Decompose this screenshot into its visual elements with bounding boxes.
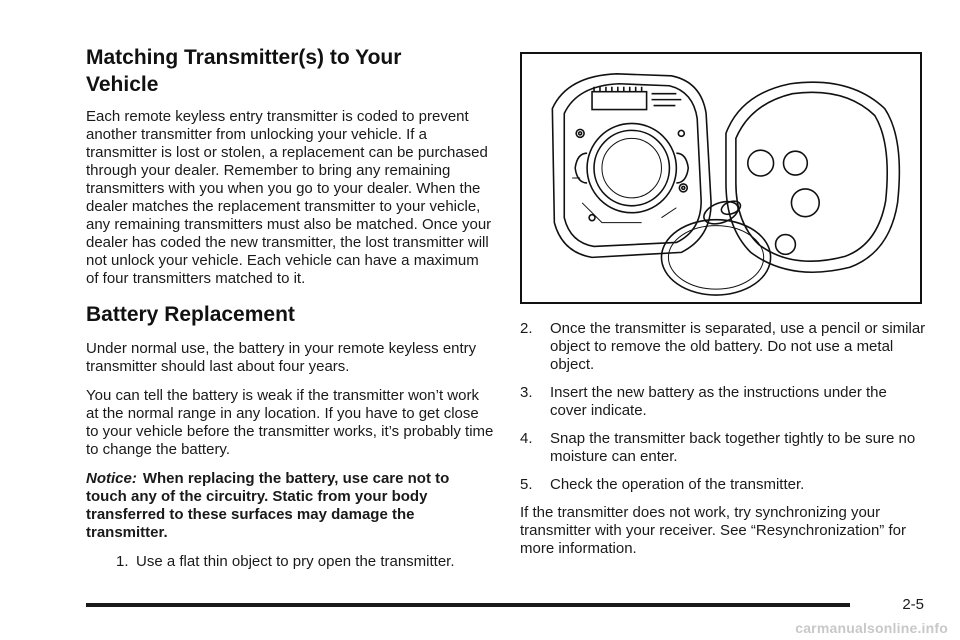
watermark: carmanualsonline.info bbox=[795, 620, 948, 636]
steps-list-right bbox=[520, 320, 926, 494]
steps-list-left bbox=[86, 553, 494, 571]
battery-paragraph-2: You can tell the battery is weak if the transmitter won’t work at the normal range in any location. If you have to get close to your vehicle before the transmitter works, it’s probably time to change the battery. bbox=[86, 387, 494, 458]
step-text: Once the transmitter is separated, use a pencil or similar object to remove the old battery. Do not use a metal object. bbox=[550, 320, 926, 373]
chip bbox=[592, 92, 647, 110]
notice-text: When replacing the battery, use care not to touch any of the circuitry. Static from your body transferred to these surfaces may damage the transmitter. bbox=[86, 470, 450, 541]
step-text: Insert the new battery as the instructions under the cover indicate. bbox=[550, 384, 887, 419]
step-text: Check the operation of the transmitter. bbox=[550, 476, 805, 493]
closing-paragraph: If the transmitter does not work, try synchronizing your transmitter with your receiver. See “Resynchronization” for more information. bbox=[520, 504, 906, 557]
matching-paragraph: Each remote keyless entry transmitter is coded to prevent another transmitter from unlocking your vehicle. If a transmitter is lost or stolen, a replacement can be purchased through your dealer. Remember to bring any remaining transmitters with you when you go to your dealer. When the dealer matches the replacement transmitter to your vehicle, any remaining transmitters must also be matched. Once your dealer has coded the new transmitter, the lost transmitter will not unlock your vehicle. Each vehicle can have a maximum of four transmitters matched to it. bbox=[86, 108, 492, 287]
button-left bbox=[748, 150, 774, 176]
footer-rule bbox=[86, 603, 850, 607]
step-number: 4. bbox=[520, 430, 533, 447]
key-ring bbox=[661, 220, 770, 295]
step-item bbox=[520, 384, 926, 420]
left-column bbox=[86, 44, 494, 581]
button-top bbox=[783, 151, 807, 175]
step-text: Snap the transmitter back together tightly to be sure no moisture can enter. bbox=[550, 430, 916, 465]
notice-label: Notice: bbox=[86, 470, 137, 487]
battery-holder bbox=[587, 123, 676, 212]
transmitter-open-drawing bbox=[522, 54, 920, 302]
step-item bbox=[520, 430, 926, 466]
section-title-line2: Vehicle bbox=[86, 73, 159, 96]
step-item bbox=[520, 476, 926, 494]
section-title-matching bbox=[86, 44, 494, 98]
section-title-line1: Matching Transmitter(s) to Your bbox=[86, 46, 402, 69]
step-number: 3. bbox=[520, 384, 533, 401]
notice-block bbox=[86, 470, 494, 542]
button-bottom bbox=[776, 235, 796, 255]
right-column bbox=[520, 320, 926, 569]
right-housing-outline bbox=[726, 82, 899, 272]
button-middle bbox=[791, 189, 819, 217]
step-number: 1. bbox=[116, 553, 129, 570]
section-title-battery: Battery Replacement bbox=[86, 303, 295, 326]
transmitter-illustration bbox=[520, 52, 922, 304]
step-text: Use a flat thin object to pry open the transmitter. bbox=[136, 553, 455, 570]
battery-paragraph-1: Under normal use, the battery in your remote keyless entry transmitter should last about four years. bbox=[86, 340, 477, 375]
left-housing-inner bbox=[564, 84, 701, 247]
step-number: 2. bbox=[520, 320, 533, 337]
page-number: 2-5 bbox=[902, 596, 924, 613]
step-item bbox=[520, 320, 926, 374]
step-number: 5. bbox=[520, 476, 533, 493]
step-item bbox=[86, 553, 494, 571]
